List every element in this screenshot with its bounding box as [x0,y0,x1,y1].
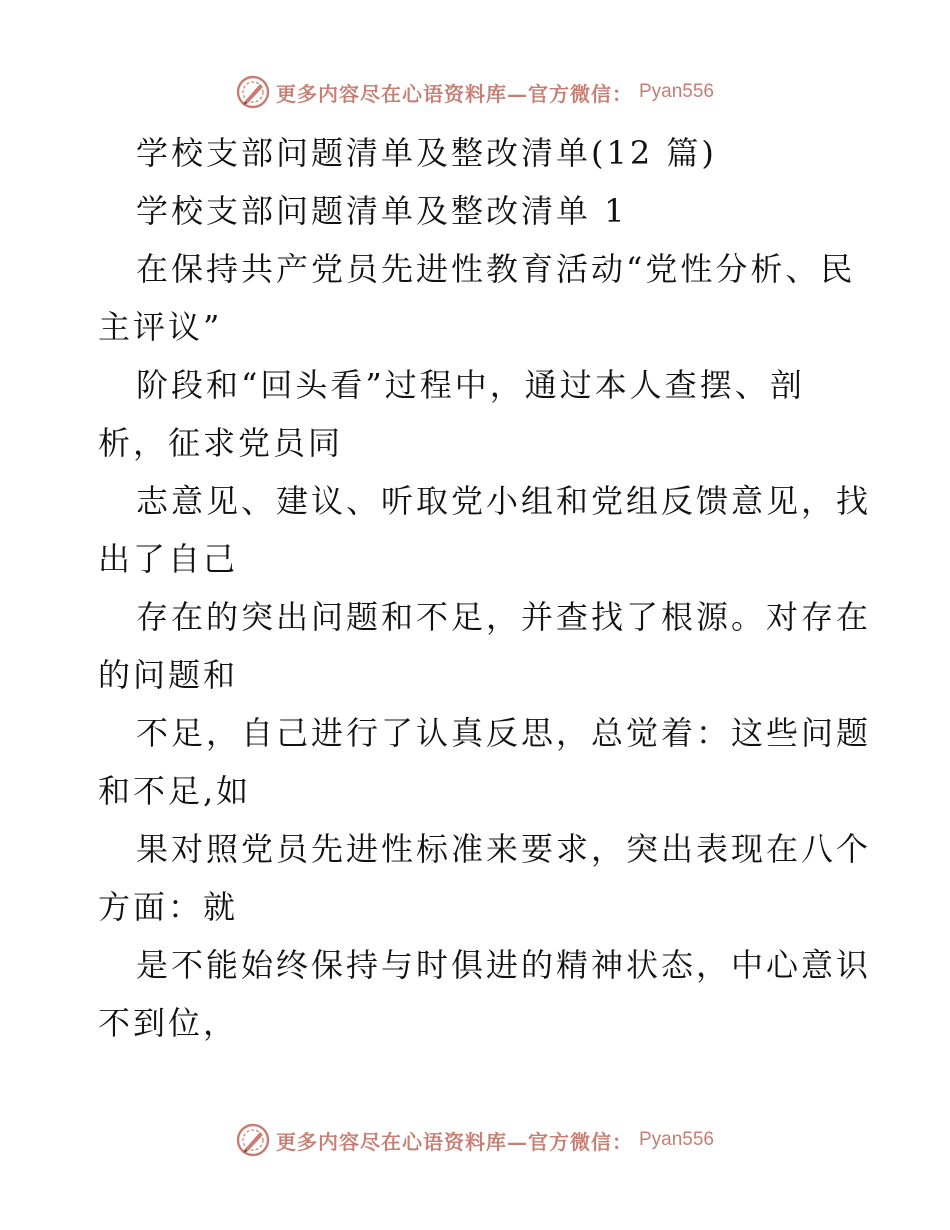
watermark-text: 更多内容尽在心语资料库—官方微信： [275,81,633,106]
watermark-text: 更多内容尽在心语资料库—官方微信： [275,1129,633,1154]
text-line: 学校支部问题清单及整改清单(12 篇) [136,134,717,172]
text-line: 不到位， [98,1004,239,1042]
text-line: 的问题和 [98,656,239,694]
text-line: 学校支部问题清单及整改清单 1 [136,192,628,230]
text-line: 主评议” [98,308,223,346]
text-line: 不足，自己进行了认真反思，总觉着：这些问题 [136,714,872,752]
watermark-wechat-id: Pyan556 [638,1129,714,1150]
header-watermark [0,72,950,112]
text-line: 方面：就 [98,888,239,926]
quill-pen-icon [236,75,270,109]
text-line: 在保持共产党员先进性教育活动“党性分析、民 [136,250,856,288]
text-line: 和不足,如 [98,772,252,810]
watermark-wechat-id: Pyan556 [638,81,714,102]
text-line: 存在的突出问题和不足，并查找了根源。对存在 [136,598,872,636]
text-line: 果对照党员先进性标准来要求，突出表现在八个 [136,830,872,868]
text-line: 阶段和“回头看”过程中，通过本人查摆、剖 [136,366,805,404]
quill-pen-icon [236,1123,270,1157]
document-body [98,124,872,1052]
text-line: 析，征求党员同 [98,424,344,462]
footer-watermark [0,1120,950,1160]
text-line: 是不能始终保持与时俱进的精神状态，中心意识 [136,946,872,984]
text-line: 出了自己 [98,540,239,578]
text-line: 志意见、建议、听取党小组和党组反馈意见，找 [136,482,872,520]
